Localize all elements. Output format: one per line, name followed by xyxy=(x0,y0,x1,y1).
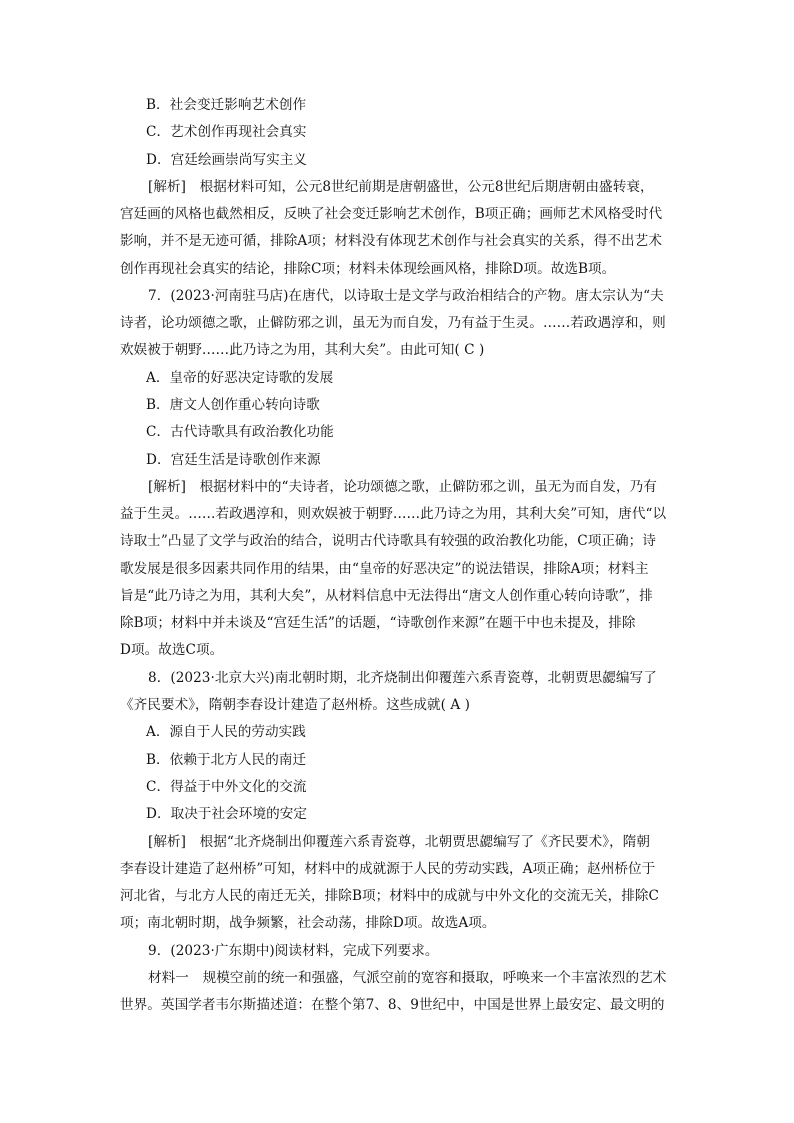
analysis-line: 项；南北朝时期，战争频繁，社会动荡，排除D项。故选A项。 xyxy=(120,915,496,931)
analysis-line: 诗取士”凸显了文学与政治的结合，说明古代诗歌具有较强的政治教化功能，C项正确；诗 xyxy=(120,533,656,549)
analysis-line: 旨是“此乃诗之为用，其利大矣”，从材料信息中无法得出“唐文人创作重心转向诗歌”，排 xyxy=(120,588,653,604)
analysis-line: 李春设计建造了赵州桥”可知，材料中的成就源于人民的劳动实践，A项正确；赵州桥位于 xyxy=(120,861,656,877)
question-8-line: 《齐民要术》，隋朝李春设计建造了赵州桥。这些成就( A ) xyxy=(120,697,470,713)
material-line: 材料一 规模空前的统一和强盛，气派空前的宽容和摄取，呼唤来一个丰富浓烈的艺术 xyxy=(148,970,667,986)
analysis-line: D项。故选C项。 xyxy=(120,642,224,658)
question-9-line: 9．(2023·广东期中)阅读材料，完成下列要求。 xyxy=(148,943,439,959)
option-d-text: D．取决于社会环境的安定 xyxy=(146,806,308,822)
analysis-line: 河北省，与北方人民的南迁无关，排除B项；材料中的成就与中外文化的交流无关，排除C xyxy=(120,888,659,904)
question-7-line: 诗者，论功颂德之歌，止僻防邪之训，虽无为而自发，乃有益于生灵。……若政遇淳和，则 xyxy=(120,315,666,331)
analysis-line: 益于生灵。……若政遇淳和，则欢娱被于朝野……此乃诗之为用，其利大矣”可知，唐代“以 xyxy=(120,506,667,522)
option-b-text: B．依赖于北方人民的南迁 xyxy=(146,752,307,768)
analysis-line: 影响，并不是无迹可循，排除A项；材料没有体现艺术创作与社会真实的关系，得不出艺术 xyxy=(120,233,662,249)
analysis-line: [解析] 根据材料可知，公元8世纪前期是唐朝盛世，公元8世纪后期唐朝由盛转衰， xyxy=(148,179,654,195)
option-b-text: B．唐文人创作重心转向诗歌 xyxy=(146,397,320,413)
material-line: 世界。英国学者韦尔斯描述道：在整个第7、8、9世纪中，中国是世界上最安定、最文明的 xyxy=(120,997,665,1013)
option-d-text: D．宫廷生活是诗歌创作来源 xyxy=(146,452,321,468)
question-7-line: 欢娱被于朝野……此乃诗之为用，其利大矣”。由此可知( C ) xyxy=(120,342,485,358)
analysis-line: 宫廷画的风格也截然相反，反映了社会变迁影响艺术创作，B项正确；画师艺术风格受时代 xyxy=(120,206,663,222)
analysis-line: 除B项；材料中并未谈及“宫廷生活”的话题，“诗歌创作来源”在题干中也未提及，排除 xyxy=(120,615,636,631)
question-8-line: 8．(2023·北京大兴)南北朝时期，北齐烧制出仰覆莲六系青瓷尊，北朝贾思勰编写了 xyxy=(148,670,657,686)
option-b-text: B．社会变迁影响艺术创作 xyxy=(146,97,307,113)
analysis-line: [解析] 根据“北齐烧制出仰覆莲六系青瓷尊，北朝贾思勰编写了《齐民要术》，隋朝 xyxy=(148,834,651,850)
analysis-line: 歌发展是很多因素共同作用的结果，由“皇帝的好恶决定”的说法错误，排除A项；材料主 xyxy=(120,561,649,577)
analysis-line: [解析] 根据材料中的“夫诗者，论功颂德之歌，止僻防邪之训，虽无为而自发，乃有 xyxy=(148,479,657,495)
option-c-text: C．艺术创作再现社会真实 xyxy=(146,124,307,140)
option-a-text: A．源自于人民的劳动实践 xyxy=(146,724,306,740)
question-7-line: 7．(2023·河南驻马店)在唐代，以诗取士是文学与政治相结合的产物。唐太宗认为“夫 xyxy=(148,288,664,304)
option-c-text: C．得益于中外文化的交流 xyxy=(146,779,307,795)
option-a-text: A．皇帝的好恶决定诗歌的发展 xyxy=(146,370,334,386)
analysis-line: 创作再现社会真实的结论，排除C项；材料未体现绘画风格，排除D项。故选B项。 xyxy=(120,261,616,277)
option-d-text: D．宫廷绘画崇尚写实主义 xyxy=(146,152,308,168)
option-c-text: C．古代诗歌具有政治教化功能 xyxy=(146,424,334,440)
